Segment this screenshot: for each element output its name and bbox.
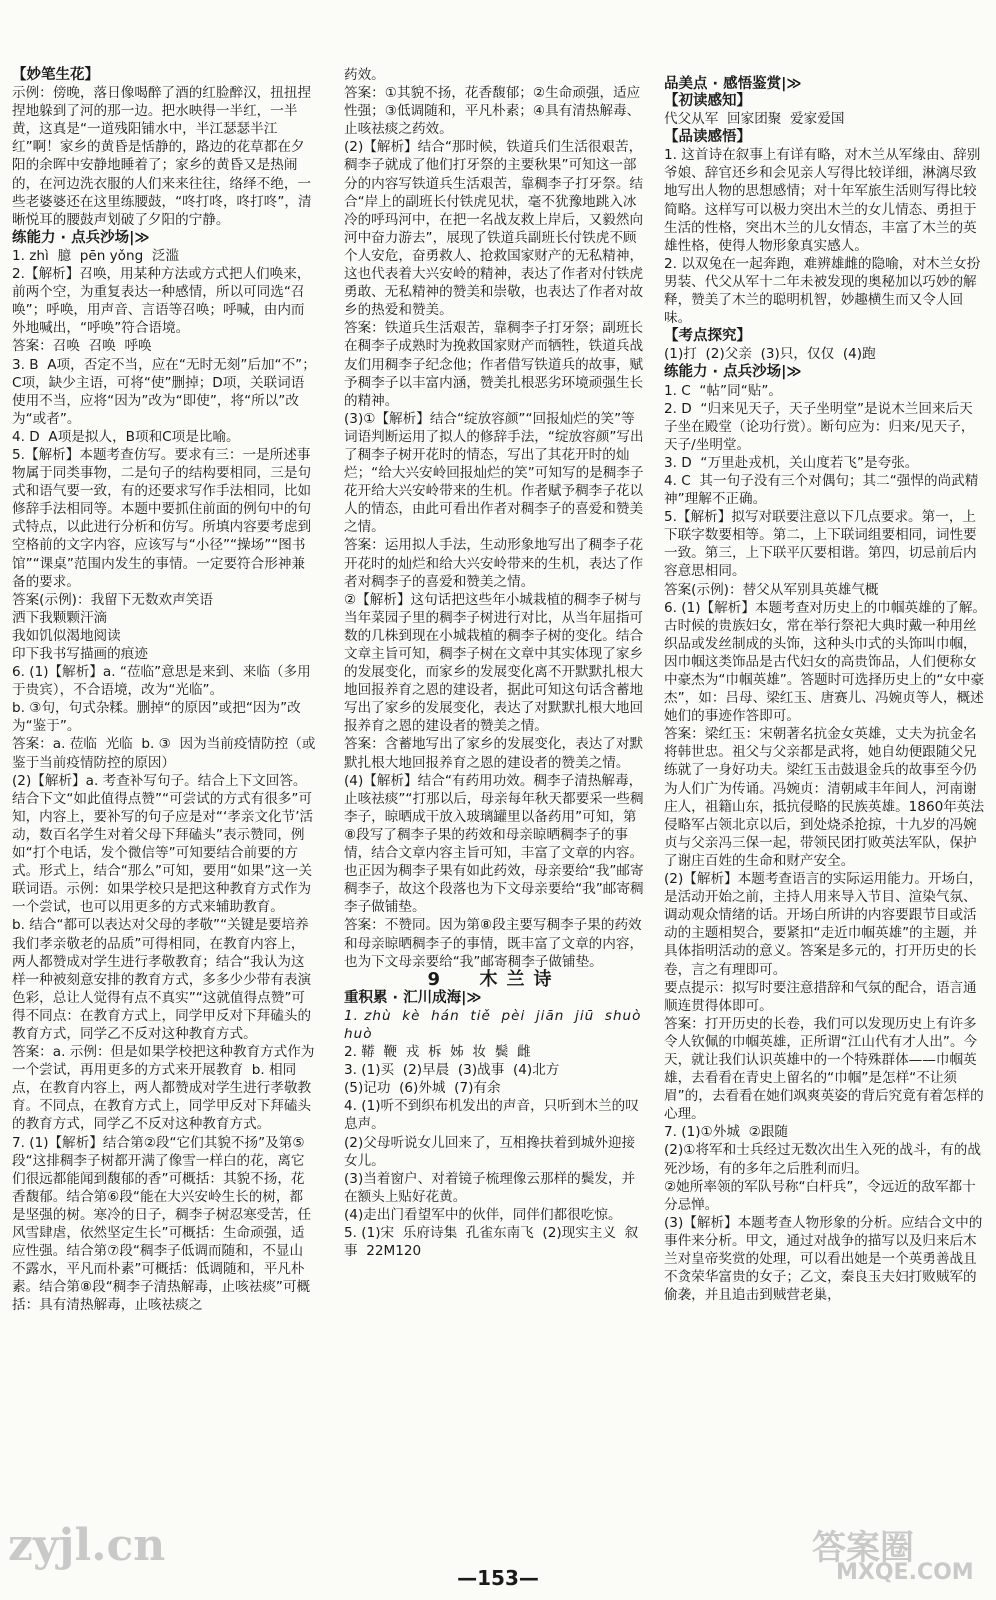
answer-paragraph: ②【解析】这句话把这些年小城栽植的稠李子树与当年菜园子里的稠李子树进行对比，从当年屈指可数的几株到现在小城栽植的稠李子树的变化。结合文章主旨可知，稠李子树在文章中其实体现了家乡的发展变化，而家乡的发展变化离不开默默扎根大地回报养育之恩的建设者，据此可知这句话含蓄地写出了家乡的发展变化，表达了对默默扎根大地回报养育之恩的建设者的赞美之情。 答案：含蓄地写出了家乡的发展变化，表达了对默默扎根大地回报养育之恩的建设者的赞美之情。 [344, 591, 644, 771]
column-left [12, 66, 316, 1314]
column-right [664, 92, 986, 1304]
section-heading: 【考点探究】 [664, 328, 751, 345]
answer-paragraph: 7. (1)①外城 ②跟随 (2)①将军和士兵经过无数次出生入死的战斗，有的战死沙场，有的多年之后胜利而归。 ②她所率领的军队号称“白杆兵”，令远近的敌军都十分忌惮。 (3)【解析】本题考查人物形象的分析。应结合文中的事件来分析。甲文，通过对战争的描写以及归来后木兰对皇帝奖赏的处理，可以看出她是一个英勇善战且不贪荣华富贵的女子；乙文，秦良玉夫妇打败贼军的偷袭，并且追击到贼营老巢， [664, 1124, 983, 1304]
watermark-logo-left: zyjl.cn [8, 1520, 166, 1571]
watermark-url-right: MXQE.COM [836, 1560, 974, 1585]
answer-paragraph: 代父从军 回家团聚 爱家爱国 [664, 111, 845, 128]
answer-paragraph: 2.【解析】召唤，用某种方法或方式把人们唤来，前两个空，为重复表达一种感情，所以可同选“召唤”；呼唤，用声音、言语等召唤；呼喊，由内而外地喊出，“呼唤”符合语境。 答案：召唤 召唤 呼唤 [12, 266, 311, 355]
section-heading: 【妙笔生花】 [12, 67, 99, 83]
answer-paragraph: (2)【解析】a. 考查补写句子。结合上下文回答。结合下文“如此值得点赞”“可尝试的方式有很多”可知，内容上，要补写的句子应是对“‘孝亲文化节’活动，数百名学生对着父母下拜磕头”表示赞同，例如“打个电话，发个微信等”可知要结合前要的方式。形式上，结合“那么”可知，要用“如果”这一关联词语。示例：如果学校只是把这种教育方式作为一个尝试，也可以用更多的方式来辅助教育。 b. 结合“都可以表达对父母的孝敬”“关键是要培养我们孝亲敬老的品质”可得相同，在教育内容上，两人都赞成对学生进行孝敬教育；结合“我认为这样一种被刻意安排的教育方式，多多少少带有表演色彩，总让人觉得有点不真实”“这就值得点赞”可得不同点：在教育方式上，同学甲反对下拜磕头的教育方式，同学乙不反对这种教育方式。 答案：a. 示例：但是如果学校把这种教育方式作为一个尝试，再用更多的方式来开展教育 b. 相同点，在教育内容上，两人都赞成对学生进行孝敬教育。不同点，在教育方式上，同学甲反对下拜磕头的教育方式，同学乙不反对这种教育方式。 [12, 772, 315, 1133]
page-number: —153— [457, 1566, 539, 1590]
section-heading-appreciation: 品美点 · 感悟鉴赏|≫ [664, 76, 802, 92]
section-heading: 练能力 · 点兵沙场|≫ [664, 364, 802, 381]
section-heading: 重积累 · 汇川成海|≫ [344, 989, 482, 1006]
answer-paragraph: 3. (1)买 (2)早晨 (3)战事 (4)北方 (5)记功 (6)外城 (7)有余 [344, 1062, 560, 1097]
answer-paragraph: 药效。 [344, 67, 385, 83]
answer-paragraph: 1. zhì 臆 pēn yǒng 泛滥 [12, 247, 180, 264]
answer-paragraph: 6. (1)【解析】a. “莅临”意思是来到、来临（多用于贵宾），不合语境，改为“光临”。 b. ③句，句式杂糅。删掉“的原因”或把“因为”改为“鉴于”。 答案：a. 莅临 光临 b. ③ 因为当前疫情防控（或鉴于当前疫情防控的原因） [12, 664, 316, 771]
section-heading: 【品读感悟】 [664, 129, 751, 146]
answer-paragraph: (2)【解析】本题考查语言的实际运用能力。开场白，是活动开始之前，主持人用来导入节目、渲染气氛、调动观众情绪的话。开场白所讲的内容要跟节目或活动的主题相契合，要紧扣“走近巾帼英雄”的主题，并具体指明活动的意义。答案是多元的，打开历史的长卷，言之有理即可。 要点提示：拟写时要注意措辞和气氛的配合，语言通顺连贯得体即可。 答案：打开历史的长卷，我们可以发现历史上有许多令人钦佩的巾帼英雄，正所谓“江山代有才人出”。今天，就让我们认识英雄中的一个特殊群体——巾帼英雄，去看看在青史上留名的“巾帼”是怎样“不让须眉”的，去看看在她们飒爽英姿的背后究竟有着怎样的心理。 [664, 871, 984, 1123]
lesson-title: 9 木兰诗 [427, 968, 561, 990]
answer-paragraph: (1)打 (2)父亲 (3)只，仅仅 (4)跑 [664, 346, 876, 363]
answer-paragraph: 示例：傍晚，落日像喝醉了酒的红脸醉汉，扭扭捏捏地躲到了河的那一边。把水映得一半红，一半黄，这真是“一道残阳铺水中，半江瑟瑟半江红”啊！家乡的黄昏是恬静的，路边的花草都在夕阳的余晖中安静地睡着了；家乡的黄昏又是热闹的，在河边洗衣服的人们来来往往，络绎不绝，一些老婆婆还在这里练腰鼓，“咚打咚，咚打咚”，清晰悦耳的腰鼓声划破了夕阳的宁静。 [12, 85, 312, 228]
answer-paragraph: 7. (1)【解析】结合第②段“它们其貌不扬”及第⑤段“这排稠李子树都开满了像雪一样白的花，离它们很远都能闻到馥郁的香”可概括：其貌不扬，花香馥郁。结合第⑥段“能在大兴安岭生长的树，都是坚强的树。寒冷的日子，稠李子树忍寒受苦，任风雪肆虐，依然坚定生长”可概括：生命顽强，适应性强。结合第⑦段“稠李子低调而随和，不显山不露水，平凡而朴素”可概括：低调随和，平凡朴素。结合第⑧段“稠李子清热解毒，止咳祛痰”可概括：具有清热解毒，止咳祛痰之 [12, 1134, 312, 1314]
section-heading: 练能力 · 点兵沙场|≫ [12, 229, 150, 246]
answer-paragraph: 5.【解析】本题考查仿写。要求有三：一是所述事物属于同类事物，二是句子的结构要相同，三是句式和语气要一致，有的还要求写作手法相同，比如修辞手法相同等。本题中要抓住前面的例句中的句式特点，以此进行分析和仿写。所填内容要考虑到空格前的文字内容，应该写与“小径”“操场”“图书馆”“课桌”范围内发生的事情。一定要符合形神兼备的要求。 答案(示例)：我留下无数欢声笑语 洒下我颗颗汗滴 我如饥似渴地阅读 印下我书写描画的痕迹 [12, 446, 312, 662]
pinyin-answer: 1. zhù kè hán tiě pèi jiān jiū shuò huò [344, 1007, 653, 1042]
answer-paragraph: 4. (1)听不到织布机发出的声音，只听到木兰的叹息声。 (2)父母听说女儿回来了，互相搀扶着到城外迎接女儿。 (3)当着窗户、对着镜子梳理像云那样的鬓发，并在额头上贴好花黄。 (4)走出门看望军中的伙伴，同伴们都很吃惊。 [344, 1098, 639, 1223]
answer-paragraph: (4)【解析】结合“有药用功效。稠李子清热解毒，止咳祛痰”“打那以后，母亲每年秋天都要采一些稠李子，晾晒成干放入玻璃罐里以备药用”可知，第⑧段写了稠李子果的药效和母亲晾晒稠李子的事情，结合文章内容主旨可知，丰富了文章的内容。也正因为稠李子果有如此药效，母亲要给“我”邮寄稠李子，故这个段落也为下文母亲要给“我”邮寄稠李子做铺垫。 答案：不赞同。因为第⑧段主要写稠李子果的药效和母亲晾晒稠李子的事情，既丰富了文章的内容，也为下文母亲要给“我”邮寄稠李子做铺垫。 [344, 772, 644, 970]
answer-paragraph: (3)①【解析】结合“绽放容颜”“回报灿烂的笑”等词语判断运用了拟人的修辞手法，“绽放容颜”写出了稠李子树开花时的情态，写出了其花开时的灿烂；“给大兴安岭回报灿烂的笑”可知写的是稠李子花开给大兴安岭带来的生机。作者赋予稠李子花以人的情态，由此可看出作者对稠李子的喜爱和赞美之情。 答案：运用拟人手法，生动形象地写出了稠李子花开花时的灿烂和给大兴安岭带来的生机，表达了作者对稠李子的喜爱和赞美之情。 [344, 410, 644, 590]
answer-paragraph: (2)【解析】结合“那时候，铁道兵们生活很艰苦，稠李子就成了他们打牙祭的主要秋果”可知这一部分的内容写铁道兵生活艰苦，靠稠李子打牙祭。结合“岸上的副班长付铁虎见状，毫不犹豫地跳入冰冷的呼玛河中，在把一名战友救上岸后，又毅然向河中奋力游去”，展现了铁道兵副班长付铁虎不顾个人安危，奋勇救人、抢救国家财产的无私精神，这也代表着大兴安岭的精神，表达了作者对付铁虎勇敢、无私精神的赞美和崇敬，也表达了作者对故乡的热爱和赞美。 答案：铁道兵生活艰苦，靠稠李子打牙祭；副班长在稠李子成熟时为挽救国家财产而牺牲，铁道兵战友们用稠李子纪念他；作者借写铁道兵的故事，赋予稠李子以丰富内涵，赞美扎根恶劣环境顽强生长的精神。 [344, 139, 644, 409]
answer-paragraph: 5.【解析】拟写对联要注意以下几点要求。第一，上下联字数要相等。第二，上下联词组要相同，词性要一致。第三，上下联平仄要相谐。第四，切忌前后内容意思相同。 答案(示例)：替父从军别具英雄气概 [664, 509, 977, 598]
answer-paragraph: 2. 鞯 鞭 戎 柝 姊 妆 鬓 雌 [344, 1044, 531, 1061]
answer-paragraph: 3. B A项，否定不当，应在“无时无刻”后加“不”；C项，缺少主语，可将“使”删掉；D项，关联词语使用不当，应将“因为”改为“即使”，将“所以”改为“或者”。 [12, 356, 316, 427]
column-middle [344, 66, 653, 1260]
answer-paragraph: 6. (1)【解析】本题考查对历史上的巾帼英雄的了解。古时候的贵族妇女，常在举行祭祀大典时戴一种用丝织品或发丝制成的头饰，这种头巾式的头饰叫巾帼，因巾帼这类饰品是古代妇女的高贵饰品，人们便称女中豪杰为“巾帼英雄”。答题时可选择历史上的“女中豪杰”，如：吕母、梁红玉、唐赛儿、冯婉贞等人，概述她们的事迹作答即可。 答案：梁红玉：宋朝著名抗金女英雄，丈夫为抗金名将韩世忠。祖父与父亲都是武将，她自幼便跟随父兄练就了一身好功夫。梁红玉击鼓退金兵的故事至今仍为人们广为传诵。冯婉贞：清朝咸丰年间人，河南谢庄人，祖籍山东，抵抗侵略的民族英雄。1860年英法侵略军占领北京以后，到处烧杀抢掠，十九岁的冯婉贞与父亲冯三保一起，带领民团打败英法军队，保护了谢庄百姓的生命和财产安全。 [664, 599, 987, 869]
answer-paragraph: 答案：①其貌不扬，花香馥郁；②生命顽强，适应性强；③低调随和，平凡朴素；④具有清热解毒、止咳祛痰之药效。 [344, 85, 641, 138]
answer-paragraph: 3. D “万里赴戎机，关山度若飞”是夸张。 [664, 454, 919, 471]
answer-paragraph: 5. (1)宋 乐府诗集 孔雀东南飞 (2)现实主义 叙事 22M120 [344, 1225, 639, 1260]
section-heading: 【初读感知】 [664, 93, 751, 109]
answer-paragraph: 1. C “帖”同“贴”。 [664, 382, 782, 399]
answer-paragraph: 4. C 其一句子没有三个对偶句；其二“强悍的尚武精神”理解不正确。 [664, 472, 979, 508]
answer-paragraph: 1. 这首诗在叙事上有详有略，对木兰从军缘由、辞别爷娘、辞官还乡和会见亲人写得比较详细，淋漓尽致地写出人物的思想感情；对十年军旅生活则写得比较简略。这样写可以极力突出木兰的女儿情态、勇担于生活的性格，突出木兰的儿女情态，丰富了木兰的英雄性格，使得人物形象真实感人。 [664, 147, 981, 254]
answer-paragraph: 2. 以双兔在一起奔跑，难辨雄雌的隐喻，对木兰女扮男装、代父从军十二年未被发现的奥秘加以巧妙的解释，赞美了木兰的聪明机智，妙趣横生而又令人回味。 [664, 255, 981, 327]
answer-paragraph: 2. D “归来见天子，天子坐明堂”是说木兰回来后天子坐在殿堂（论功行赏）。断句应为：归来/见天子，天子/坐明堂。 [664, 400, 975, 453]
watermark-logo-right: 答案圈 [812, 1528, 914, 1568]
answer-paragraph: 4. D A项是拟人，B项和C项是比喻。 [12, 428, 240, 445]
